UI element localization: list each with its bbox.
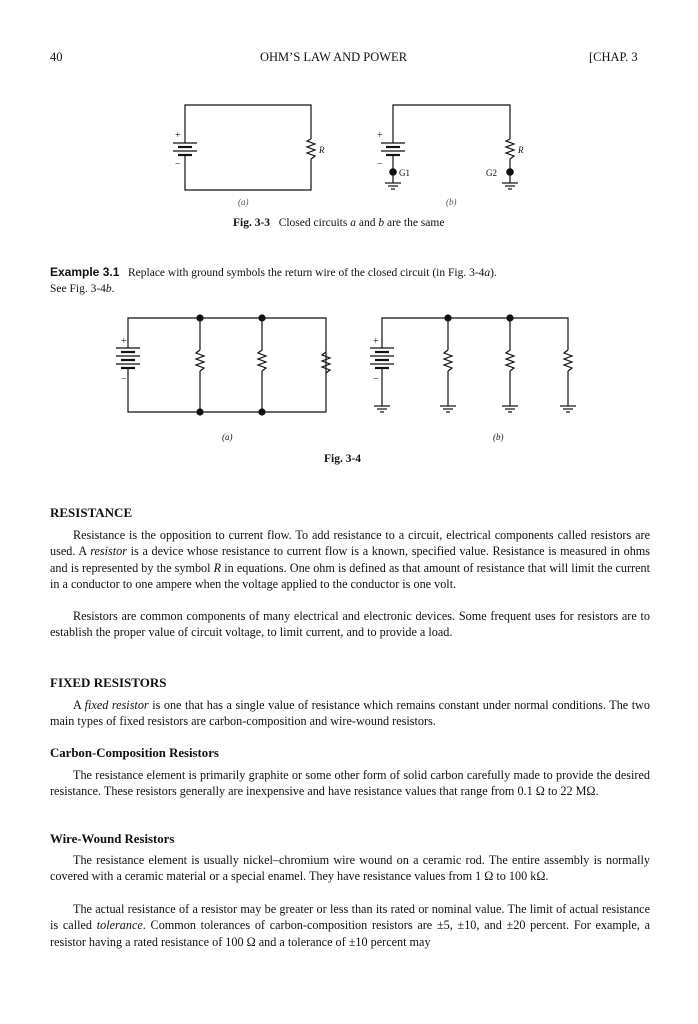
carbon-paragraph-1: The resistance element is primarily graphite or some other form of solid carbon carefully made to provide the desired resistance. These resistors generally are inexpensive and have resistance values that range from 0.1 Ω to 22 MΩ.: [50, 768, 650, 799]
plus-sign: +: [121, 336, 127, 347]
ground-g2-label: G2: [486, 168, 497, 178]
fig-3-4-diagram: [112, 306, 592, 446]
page-number: 40: [50, 50, 63, 64]
ground-g1-label: G1: [399, 168, 410, 178]
heading-fixed-resistors: FIXED RESISTORS: [50, 675, 167, 690]
plus-sign: +: [373, 336, 379, 347]
circuit-4a: [116, 315, 330, 442]
circuit-b: [377, 105, 524, 207]
minus-sign: −: [121, 374, 127, 385]
circuit-a: [173, 105, 325, 207]
minus-sign: −: [175, 159, 181, 170]
plus-sign: +: [377, 130, 383, 141]
resistance-paragraph-2: Resistors are common components of many electrical and electronic devices. Some frequent uses for resistors are to establish the proper value of circuit voltage, to limit current, and to provide a load.: [50, 609, 650, 640]
running-title: OHM’S LAW AND POWER: [260, 50, 408, 64]
resistor-label: R: [518, 145, 524, 155]
fig-3-4-caption: Fig. 3-4: [324, 453, 362, 465]
resistor-label: R: [319, 145, 325, 155]
minus-sign: −: [377, 159, 383, 170]
chapter-label: [CHAP. 3: [589, 50, 638, 64]
resistance-paragraph-1: Resistance is the opposition to current flow. To add resistance to a circuit, electrical components called resistors are used. A resistor is a device whose resistance to current flow is a known, specified value. Resistance is measured in ohms and is represented by the symbol R in equations. One ohm is defined as that amount of resistance that will limit the current in a conductor to one ampere when the voltage applied to the conductor is one volt.: [50, 528, 651, 591]
label-b: (b): [446, 197, 457, 207]
heading-resistance: RESISTANCE: [50, 505, 133, 520]
wire-paragraph-1: The resistance element is usually nickel–chromium wire wound on a ceramic rod. The entire assembly is normally covered with a ceramic material or a special enamel. They have resistance values from 1 Ω to 100 kΩ.: [50, 853, 650, 884]
example-3-1: Example 3.1 Replace with ground symbols the return wire of the closed circuit (in Fig. 3-4a). See Fig. 3-4b.: [50, 265, 497, 295]
label-a: (a): [238, 197, 249, 207]
fig-3-3-caption: Fig. 3-3 Closed circuits a and b are the same: [233, 217, 445, 229]
label-a: (a): [222, 432, 233, 442]
circuit-4b: [370, 315, 576, 442]
fixed-paragraph-1: A fixed resistor is one that has a single value of resistance which remains constant under normal conditions. The two main types of fixed resistors are carbon-composition and wire-wound resistors.: [50, 698, 650, 729]
example-label: Example 3.1: [50, 265, 120, 279]
heading-wire-wound: Wire-Wound Resistors: [50, 832, 175, 846]
heading-carbon-composition: Carbon-Composition Resistors: [50, 746, 219, 760]
fig-3-3-diagram: [165, 95, 535, 210]
resistor-zigzag: [307, 139, 315, 159]
plus-sign: +: [175, 130, 181, 141]
wire-paragraph-2: The actual resistance of a resistor may be greater or less than its rated or nominal value. The limit of actual resistance is called tolerance. Common tolerances of carbon-composition resistors are ±5, ±10, and ±20 percent. For example, a resistor having a rated resistance of 100 Ω and a tolerance of ±10 percent may: [50, 902, 650, 949]
minus-sign: −: [373, 374, 379, 385]
label-b: (b): [493, 432, 504, 442]
resistor-zigzag: [506, 139, 514, 159]
